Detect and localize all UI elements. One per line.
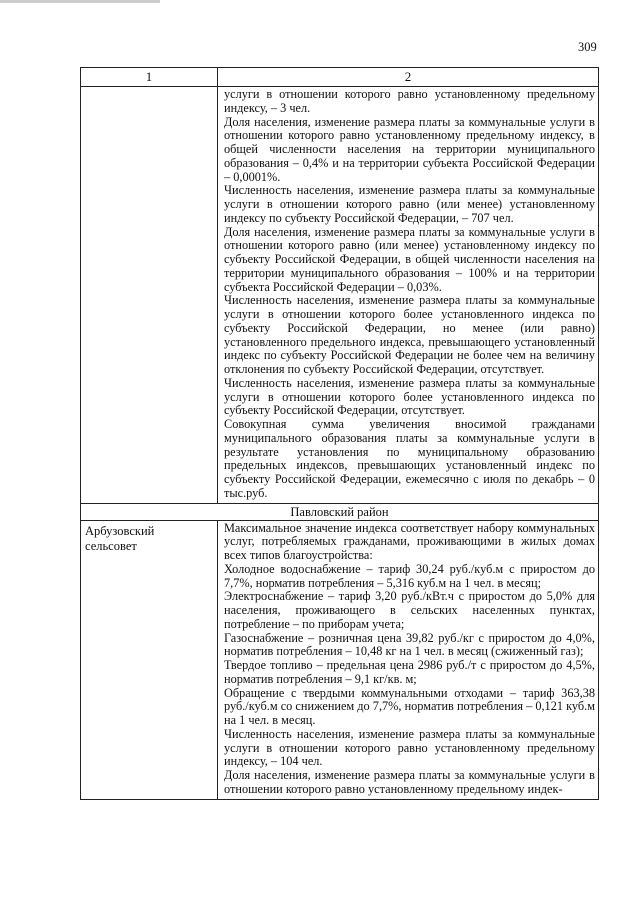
page-number: 309 xyxy=(578,40,597,54)
header-col-1: 1 xyxy=(81,68,218,87)
paragraph: Совокупная сумма увеличения вносимой гражданами муниципального образования платы за коммунальные услуги в результате установления по муниципальному образованию предельных индексов, превышающих установленный индекс по субъекту Российской Федерации, ежемесячно с июля по декабрь – 0 тыс.руб. xyxy=(224,417,595,500)
paragraph: Электроснабжение – тариф 3,20 руб./кВт.ч с приростом до 5,0% для населения, проживающего в сельских населенных пунктах, потребление – по приборам учета; xyxy=(224,589,595,631)
region-title: Павловский район xyxy=(81,503,599,520)
paragraph: Обращение с твердыми коммунальными отходами – тариф 363,38 руб./куб.м со снижением до 7,7%, норматив потребления – 0,121 куб.м на 1 чел. в месяц. xyxy=(224,685,595,727)
paragraph: Численность населения, изменение размера платы за коммунальные услуги в отношении которого равно (или менее) установленному индексу по субъекту Российской Федерации, – 707 чел. xyxy=(224,183,595,225)
empty-municipality-cell xyxy=(81,87,218,504)
region-row xyxy=(81,503,599,520)
index-table xyxy=(80,67,599,800)
header-row xyxy=(81,68,599,87)
section1-text-cell xyxy=(218,87,599,504)
paragraph: Максимальное значение индекса соответствует набору коммунальных услуг, потребляемых гражданами, проживающими в жилых домах всех типов благоустройства: xyxy=(224,520,595,562)
scan-edge xyxy=(0,0,160,3)
paragraph: Численность населения, изменение размера платы за коммунальные услуги в отношении которого более установленного индекса по субъекту Российской Федерации, но менее (или равно) установленного предельного индекса, превышающего установленный индекс по субъекту Российской Федерации не более чем на величину отклонения по субъекту Российской Федерации, отсутствует. xyxy=(224,293,595,376)
municipality-name-line1: Арбузовский xyxy=(85,523,155,538)
paragraph: Холодное водоснабжение – тариф 30,24 руб./куб.м с приростом до 7,7%, норматив потребления – 5,316 куб.м на 1 чел. в месяц; xyxy=(224,561,595,590)
table-row xyxy=(81,520,599,799)
paragraph: услуги в отношении которого равно установленному предельному индексу, – 3 чел. xyxy=(224,87,595,115)
paragraph: Доля населения, изменение размера платы за коммунальные услуги в отношении которого равно установленному предельному индексу, в общей численности населения на территории муниципального образования – 0,4% и на территории субъекта Российской Федерации – 0,0001%. xyxy=(224,114,595,184)
paragraph: Твердое топливо – предельная цена 2986 руб./т с приростом до 4,5%, норматив потребления – 9,1 кг/кв. м; xyxy=(224,658,595,686)
paragraph: Доля населения, изменение размера платы за коммунальные услуги в отношении которого равно установленному предельному индек- xyxy=(224,768,595,796)
table-row xyxy=(81,87,599,504)
paragraph: Доля населения, изменение размера платы за коммунальные услуги в отношении которого равно (или менее) установленному индексу по субъекту Российской Федерации, в общей численности населения на территории муниципального образования – 100% и на территории субъекта Российской Федерации – 0,03%. xyxy=(224,224,595,294)
section2-text-cell xyxy=(218,520,599,799)
municipality-cell xyxy=(81,520,218,799)
paragraph: Численность населения, изменение размера платы за коммунальные услуги в отношении которого равно установленному предельному индексу, – 104 чел. xyxy=(224,726,595,769)
paragraph: Численность населения, изменение размера платы за коммунальные услуги в отношении которого более установленного индекса по субъекту Российской Федерации, отсутствует. xyxy=(224,375,595,418)
header-col-2: 2 xyxy=(218,68,599,87)
municipality-name-line2: сельсовет xyxy=(85,538,137,553)
paragraph: Газоснабжение – розничная цена 39,82 руб./кг с приростом до 4,0%, норматив потребления – 10,48 кг на 1 чел. в месяц (сжиженный газ); xyxy=(224,630,595,659)
